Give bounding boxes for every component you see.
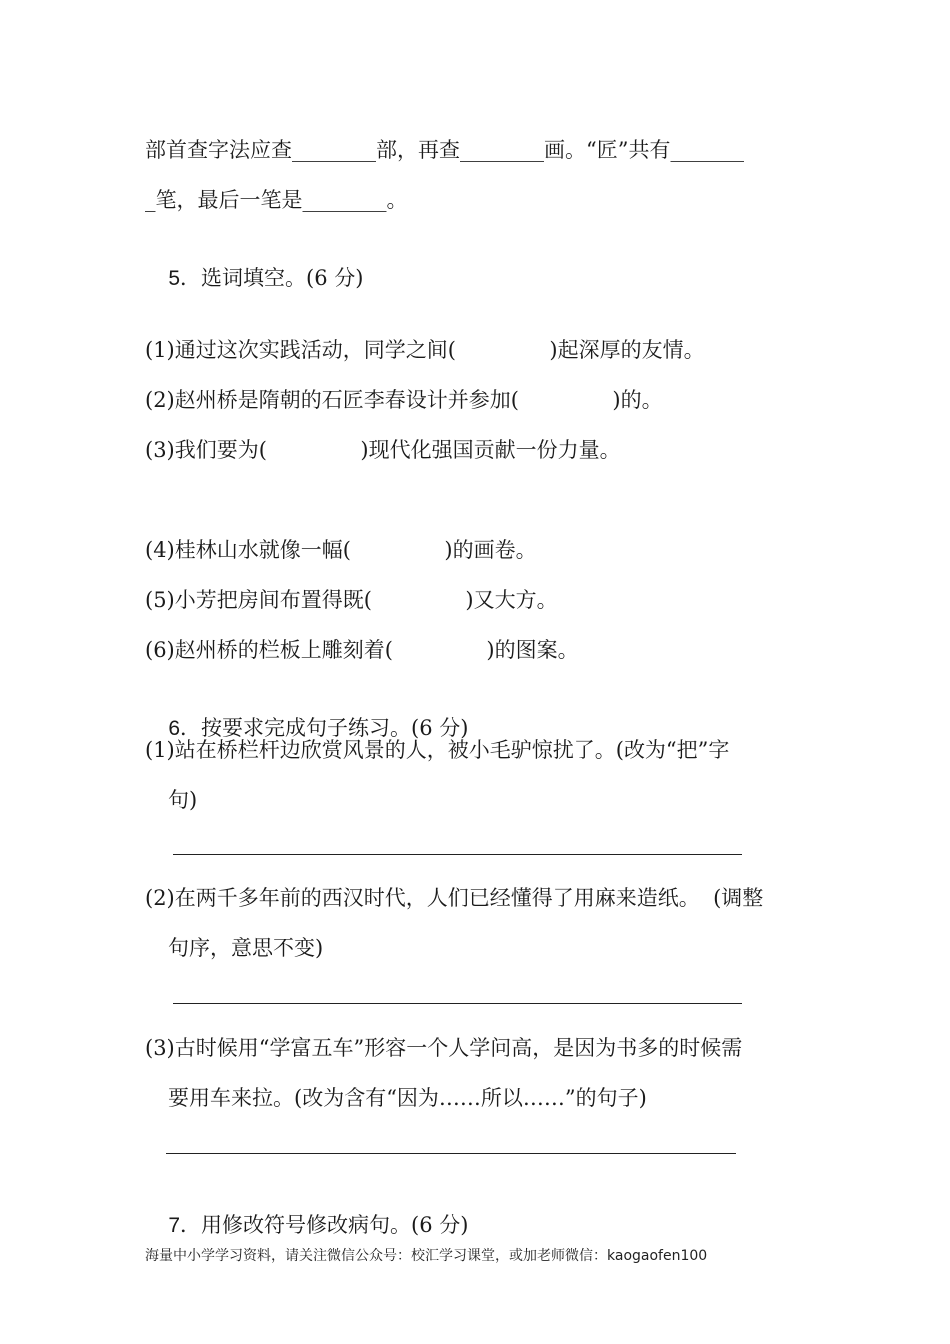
q7-title: 用修改符号修改病句。(6 分): [201, 1213, 469, 1237]
q5-heading: [145, 236, 363, 321]
q7-number: 7．: [168, 1214, 202, 1237]
q6-item-1-line-1: (1)站在桥栏杆边欣赏风景的人，被小毛驴惊扰了。(改为“把”字: [145, 738, 730, 762]
q6-item-3-line-2: 要用车来拉。(改为含有“因为……所以……”的句子): [168, 1086, 647, 1110]
q6-item-1-line-2: 句): [168, 788, 198, 812]
q6-item-2-line-1: (2)在两千多年前的西汉时代，人们已经懂得了用麻来造纸。 (调整: [145, 886, 764, 910]
footer-note: 海量中小学学习资料，请关注微信公众号：校汇学习课堂，或加老师微信：kaogaofen100: [145, 1248, 708, 1264]
q5-item-1: (1)通过这次实践活动，同学之间( )起深厚的友情。: [145, 338, 705, 362]
q5-title: 选词填空。(6 分): [201, 266, 364, 290]
q5-item-2: (2)赵州桥是隋朝的石匠李春设计并参加( )的。: [145, 388, 663, 412]
answer-line-3[interactable]: [166, 1153, 736, 1154]
q4-text-line-1: 部首查字法应查________部，再查________画。“匠”共有_______: [145, 138, 744, 162]
q5-item-3: (3)我们要为( )现代化强国贡献一份力量。: [145, 438, 621, 462]
q6-title: 按要求完成句子练习。(6 分): [201, 716, 469, 740]
q6-item-2-line-2: 句序，意思不变): [168, 936, 324, 960]
answer-line-1[interactable]: [173, 854, 742, 855]
q5-item-4: (4)桂林山水就像一幅( )的画卷。: [145, 538, 537, 562]
q6-item-3-line-1: (3)古时候用“学富五车”形容一个人学问高，是因为书多的时候需: [145, 1036, 743, 1060]
answer-line-2[interactable]: [173, 1003, 742, 1004]
q5-number: 5．: [168, 267, 202, 290]
q6-number: 6．: [168, 717, 202, 740]
q5-item-5: (5)小芳把房间布置得既( )又大方。: [145, 588, 558, 612]
q4-text-line-2: _笔，最后一笔是________。: [145, 188, 408, 212]
q5-item-6: (6)赵州桥的栏板上雕刻着( )的图案。: [145, 638, 579, 662]
